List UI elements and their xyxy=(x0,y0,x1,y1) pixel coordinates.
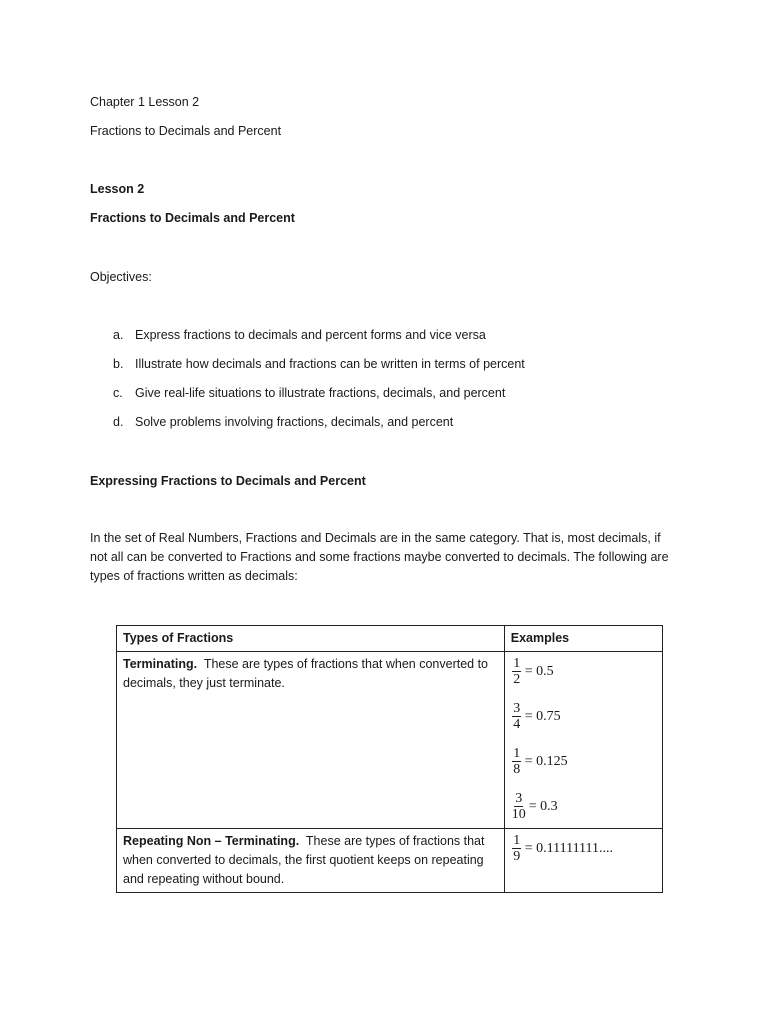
objective-item xyxy=(113,385,505,401)
decimal-result: = 0.5 xyxy=(524,664,554,679)
fraction-example xyxy=(511,701,656,732)
type-description: These are types of fractions that when converted to decimals, they just terminate. xyxy=(123,657,489,690)
chapter-heading: Chapter 1 Lesson 2 xyxy=(90,95,200,109)
table-row xyxy=(117,829,663,893)
fraction-example xyxy=(511,791,656,822)
objective-text: Express fractions to decimals and percent forms and vice versa xyxy=(135,328,486,342)
denominator: 4 xyxy=(513,717,521,732)
lesson-heading: Lesson 2 xyxy=(90,182,145,196)
fraction xyxy=(511,833,523,864)
objective-item xyxy=(113,356,525,372)
denominator: 2 xyxy=(513,672,521,687)
list-marker: d. xyxy=(113,415,124,429)
type-cell xyxy=(117,829,505,893)
fraction-example xyxy=(511,656,656,687)
numerator: 1 xyxy=(513,833,521,848)
objective-text: Illustrate how decimals and fractions can be written in terms of percent xyxy=(135,357,525,371)
fraction xyxy=(511,746,523,777)
objective-text: Give real-life situations to illustrate fractions, decimals, and percent xyxy=(135,386,506,400)
numerator: 1 xyxy=(513,746,521,761)
header-types: Types of Fractions xyxy=(117,626,505,652)
table-row xyxy=(117,652,663,829)
objectives-label: Objectives: xyxy=(90,270,152,284)
denominator: 10 xyxy=(511,807,526,822)
numerator: 3 xyxy=(513,701,521,716)
section-heading: Expressing Fractions to Decimals and Percent xyxy=(90,474,366,488)
intro-paragraph: In the set of Real Numbers, Fractions and Decimals are in the same category. That is, most decimals, if not all can be converted to Fractions and some fractions maybe converted to decimals. The following are types of fractions written as decimals: xyxy=(90,531,669,583)
lesson-title: Fractions to Decimals and Percent xyxy=(90,211,295,225)
denominator: 8 xyxy=(513,762,521,777)
type-label: Repeating Non – Terminating. xyxy=(123,834,300,848)
decimal-result: = 0.75 xyxy=(524,709,561,724)
numerator: 3 xyxy=(515,791,523,806)
chapter-subtitle: Fractions to Decimals and Percent xyxy=(90,124,282,138)
decimal-result: = 0.125 xyxy=(524,754,568,769)
fraction-types-table xyxy=(116,625,663,893)
objective-text: Solve problems involving fractions, decimals, and percent xyxy=(135,415,454,429)
fraction-example xyxy=(511,746,656,777)
numerator: 1 xyxy=(513,656,521,671)
denominator: 9 xyxy=(513,849,521,864)
fraction xyxy=(511,656,523,687)
header-examples: Examples xyxy=(504,626,662,652)
fraction xyxy=(511,791,527,822)
list-marker: b. xyxy=(113,357,124,371)
decimal-result: = 0.3 xyxy=(528,799,558,814)
examples-cell xyxy=(504,829,662,893)
fraction xyxy=(511,701,523,732)
examples-cell xyxy=(504,652,662,829)
decimal-result: = 0.11111111.... xyxy=(524,841,614,856)
list-marker: c. xyxy=(113,386,123,400)
objective-item xyxy=(113,327,486,343)
type-description: These are types of fractions that when converted to decimals, the first quotient keeps on repeating and repeating without bound. xyxy=(123,834,485,886)
table-header-row xyxy=(117,626,663,652)
type-cell xyxy=(117,652,505,829)
fraction-example xyxy=(511,833,656,864)
list-marker: a. xyxy=(113,328,124,342)
objective-item xyxy=(113,414,453,430)
type-label: Terminating. xyxy=(123,657,198,671)
